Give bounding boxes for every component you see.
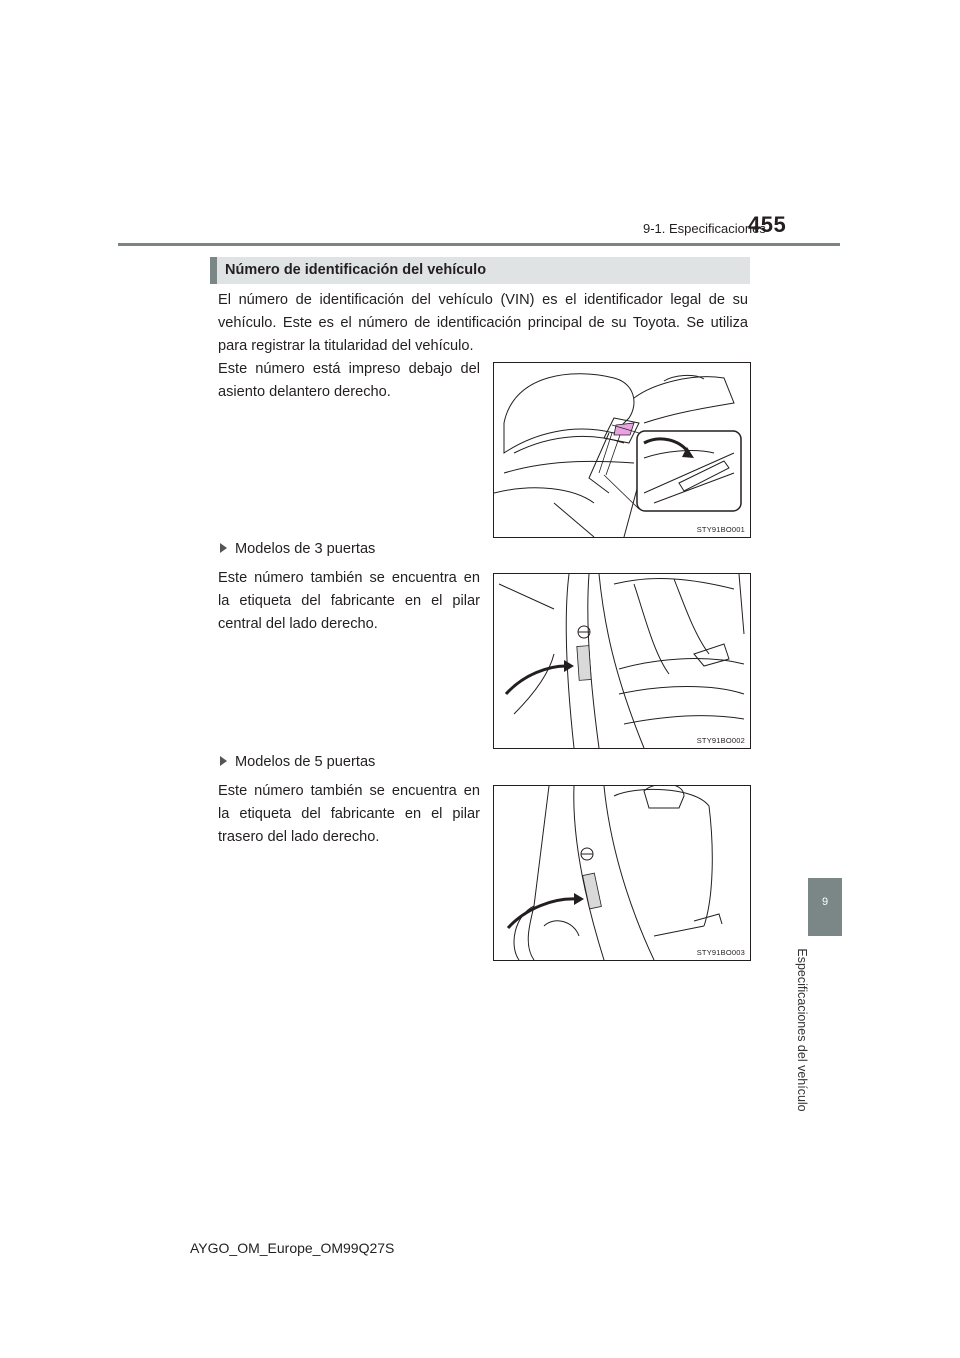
header-divider bbox=[118, 243, 840, 246]
bullet-text: Modelos de 3 puertas bbox=[235, 541, 376, 557]
location-paragraph-3: Este número también se encuentra en la etiqueta del fabricante en el pilar trasero del lado derecho. bbox=[218, 783, 480, 845]
bullet-5-door bbox=[220, 754, 375, 770]
figure-front-seat bbox=[493, 362, 751, 538]
rear-pillar-illustration bbox=[494, 786, 750, 960]
chapter-title: Especificaciones del vehículo bbox=[795, 948, 809, 1112]
section-heading-bar bbox=[210, 257, 217, 284]
figure-rear-pillar bbox=[493, 785, 751, 961]
intro-paragraph: El número de identificación del vehículo (VIN) es el identificador legal de su vehículo. Este es el número de identificación principal de su Toyota. Se utiliza para registrar la titularidad del vehículo. bbox=[218, 292, 748, 354]
location-paragraph-2: Este número también se encuentra en la etiqueta del fabricante en el pilar central del lado derecho. bbox=[218, 570, 480, 632]
figure-code: STY91BO002 bbox=[696, 736, 745, 745]
front-seat-illustration bbox=[494, 363, 750, 537]
location-paragraph-1: Este número está impreso debajo del asiento delantero derecho. bbox=[218, 361, 480, 400]
page-number: 455 bbox=[748, 212, 787, 237]
figure-center-pillar bbox=[493, 573, 751, 749]
footer-doc-id: AYGO_OM_Europe_OM99Q27S bbox=[190, 1240, 395, 1256]
center-pillar-illustration bbox=[494, 574, 750, 748]
bullet-triangle-icon bbox=[220, 543, 227, 553]
chapter-tab bbox=[808, 878, 842, 936]
running-header-section: 9-1. Especificaciones bbox=[643, 221, 766, 236]
bullet-text: Modelos de 5 puertas bbox=[235, 754, 376, 770]
chapter-title-vertical bbox=[790, 940, 814, 1120]
section-heading bbox=[210, 257, 750, 284]
bullet-triangle-icon bbox=[220, 756, 227, 766]
figure-code: STY91BO001 bbox=[696, 525, 745, 534]
section-heading-text: Número de identificación del vehículo bbox=[225, 262, 487, 278]
figure-code: STY91BO003 bbox=[696, 948, 745, 957]
bullet-3-door bbox=[220, 541, 375, 557]
chapter-number: 9 bbox=[821, 896, 829, 908]
